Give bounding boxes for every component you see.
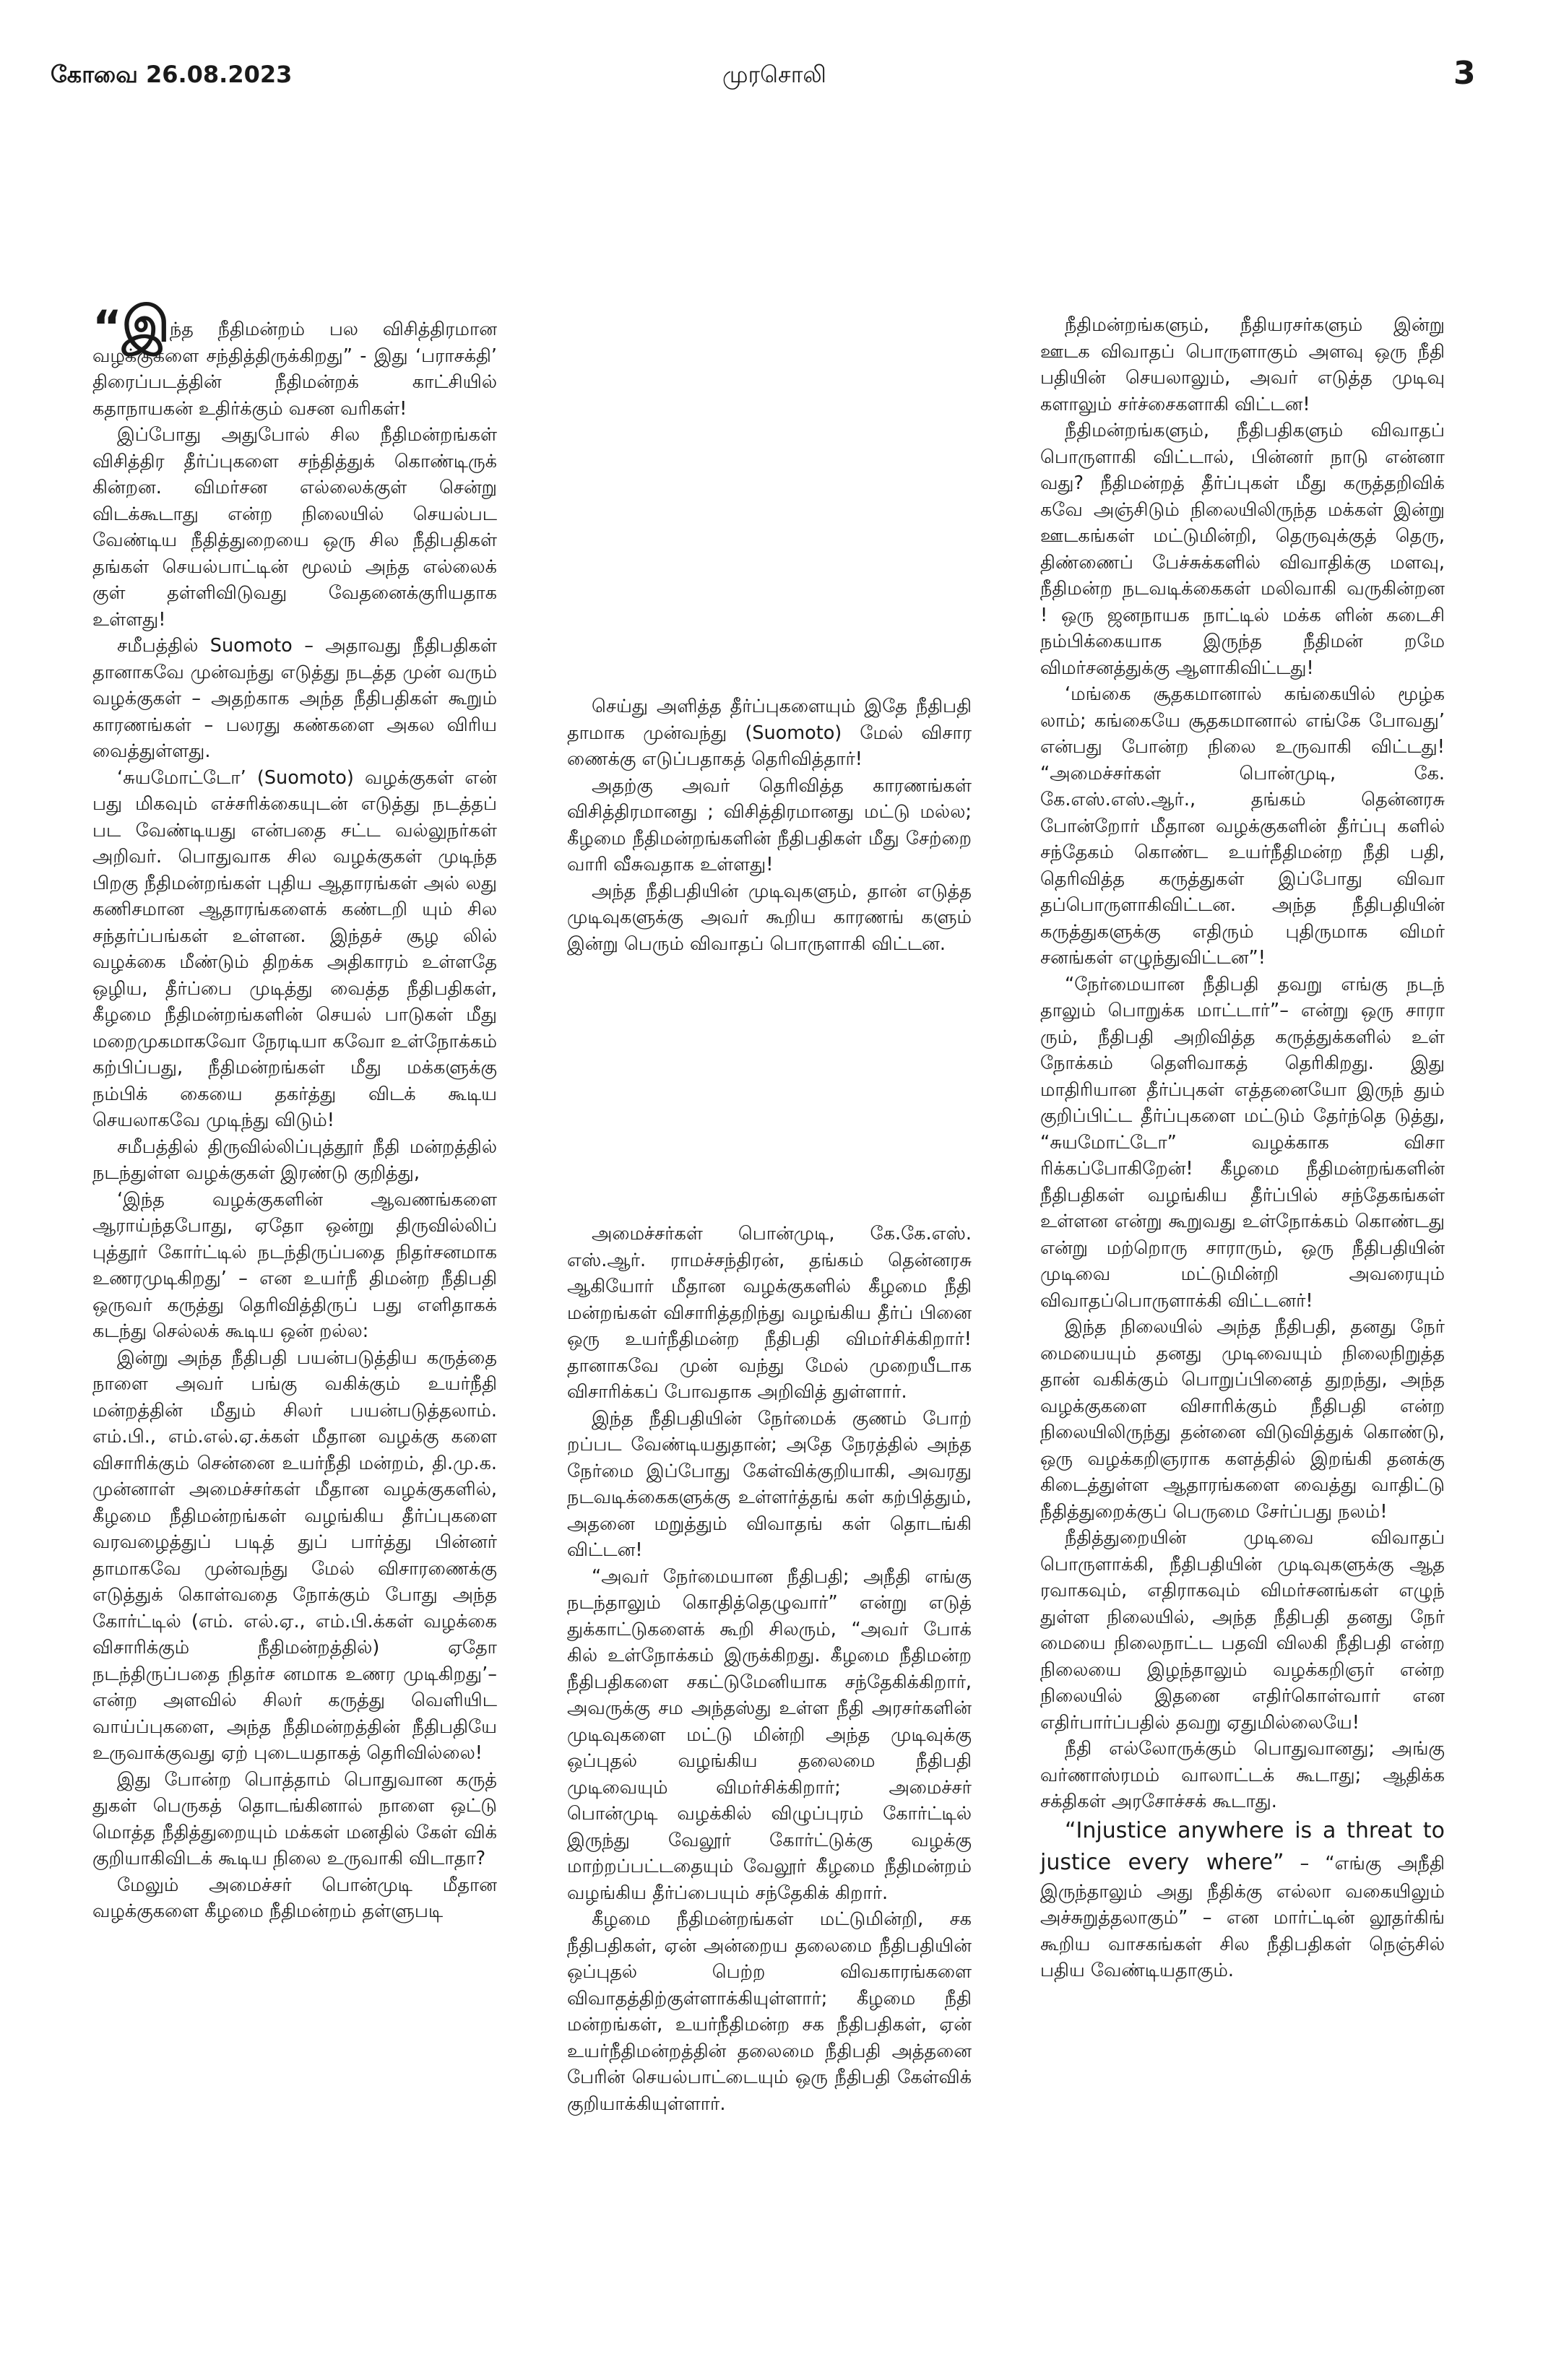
paper-name: முரசொலி <box>722 61 826 88</box>
paragraph: இந்த நீதிபதியின் நேர்மைக் குணம் போற் றப்பட வேண்டியதுதான்; அதே நேரத்தில் அந்த நேர்மை இப்போது கேள்விக்குறியாகி, அவரது நடவடிக்கைகளுக்கு உள்ளர்த்தங் கள் கற்பித்தும், அதனை மறுத்தும் விவாதங் கள் தொடங்கி விட்டன! <box>567 1407 972 1561</box>
paragraph: நீதிமன்றங்களும், நீதியரசர்களும் இன்று ஊடக விவாதப் பொருளாகும் அளவு ஒரு நீதி பதியின் செயலாலும், அவர் எடுத்த முடிவு களாலும் சர்ச்சைகளாகி விட்டன! <box>1040 314 1445 415</box>
closing-paragraph <box>1040 1815 1445 1984</box>
paragraph: சமீபத்தில் Suomoto – அதாவது நீதிபதிகள் தானாகவே முன்வந்து எடுத்து நடத்த முன் வரும் வழக்குகள் – அதற்காக அந்த நீதிபதிகள் கூறும் காரணங்கள் – பலரது கண்களை அகல விரிய வைத்துள்ளது. <box>92 635 497 762</box>
article-column-3 <box>1040 312 1445 1984</box>
drop-cap: இ <box>121 296 170 353</box>
paragraph: அந்த நீதிபதியின் முடிவுகளும், தான் எடுத்த முடிவுகளுக்கு அவர் கூறிய காரணங் களும் இன்று பெரும் விவாதப் பொருளாகி விட்டன. <box>567 880 972 955</box>
paragraph: “நேர்மையான நீதிபதி தவறு எங்கு நடந் தாலும் பொறுக்க மாட்டார்”– என்று ஒரு சாரா ரும், நீதிபதி அறிவித்த கருத்துக்களில் உள் நோக்கம் தெளிவாகத் தெரிகிறது. இது மாதிரியான தீர்ப்புகள் எத்தனையோ இருந் தும் குறிப்பிட்ட தீர்ப்புகளை மட்டும் தேர்ந்தெ டுத்து, “சுயமோட்டோ” வழக்காக விசா ரிக்கப்போகிறேன்! கீழமை நீதிமன்றங்களின் நீதிபதிகள் வழங்கிய தீர்ப்பில் சந்தேகங்கள் உள்ளன என்று கூறுவது உள்நோக்கம் கொண்டது என்று மற்றொரு சாராரும், ஒரு நீதிபதியின் முடிவை மட்டுமின்றி அவரையும் விவாதப்பொருளாக்கி விட்டனர்! <box>1040 973 1445 1312</box>
closing-text: – “எங்கு அநீதி இருந்தாலும் அது நீதிக்கு எல்லா வகையிலும் அச்சுறுத்தலாகும்” – என மார்ட்டின் லூதர்கிங் கூறிய வாசகங்கள் சில நீதிபதிகள் நெஞ்சில் பதிய வேண்டியதாகும். <box>1040 1852 1445 1981</box>
article-column-2-bottom <box>567 1221 972 2117</box>
paragraph: இந்த நிலையில் அந்த நீதிபதி, தனது நேர் மையையும் தனது முடிவையும் நிலைநிறுத்த தான் வகிக்கும் பொறுப்பினைத் துறந்து, அந்த வழக்குகளை விசாரிக்கும் நீதிபதி என்ற நிலையிலிருந்து தன்னை விடுவித்துக் கொண்டு, ஒரு வழக்கறிஞராக களத்தில் இறங்கி தனக்கு கிடைத்துள்ள ஆதாரங்களை வைத்து வாதிட்டு நீதித்துறைக்குப் பெருமை சேர்ப்பது நலம்! <box>1040 1316 1445 1523</box>
paragraph: நீதி எல்லோருக்கும் பொதுவானது; அங்கு வர்ணாஸ்ரமம் வாலாட்டக் கூடாது; ஆதிக்க சக்திகள் அரசோச்சக் கூடாது. <box>1040 1738 1445 1812</box>
masthead <box>0 0 1543 94</box>
paragraph: அமைச்சர்கள் பொன்முடி, கே.கே.எஸ். எஸ்.ஆர். ராமச்சந்திரன், தங்கம் தென்னரசு ஆகியோர் மீதான வழக்குகளில் கீழமை நீதி மன்றங்கள் விசாரித்தறிந்து வழங்கிய தீர்ப் பினை ஒரு உயர்நீதிமன்ற நீதிபதி விமர்சிக்கிறார்! தானாகவே முன் வந்து மேல் முறையீடாக விசாரிக்கப் போவதாக அறிவித் துள்ளார். <box>567 1223 972 1403</box>
paragraph: ‘மங்கை சூதகமானால் கங்கையில் மூழ்க லாம்; கங்கையே சூதகமானால் எங்கே போவது’ என்பது போன்ற நிலை உருவாகி விட்டது! “அமைச்சர்கள் பொன்முடி, கே. கே.எஸ்.எஸ்.ஆர்., தங்கம் தென்னரசு போன்றோர் மீதான வழக்குகளின் தீர்ப்பு களில் சந்தேகம் கொண்ட உயர்நீதிமன்ற நீதி பதி, தெரிவித்த கருத்துகள் இப்போது விவா தப்பொருளாகிவிட்டன. அந்த நீதிபதியின் கருத்துகளுக்கு எதிரும் புதிருமாக விமர் சனங்கள் எழுந்துவிட்டன”! <box>1040 683 1445 969</box>
paragraph: சமீபத்தில் திருவில்லிப்புத்தூர் நீதி மன்றத்தில் நடந்துள்ள வழக்குகள் இரண்டு குறித்து, <box>92 1135 497 1184</box>
paragraph: செய்து அளித்த தீர்ப்புகளையும் இதே நீதிபதி தாமாக முன்வந்து (Suomoto) மேல் விசார ணைக்கு எடுப்பதாகத் தெரிவித்தார்! <box>567 696 972 770</box>
page-number: 3 <box>1453 55 1476 92</box>
article-lead <box>92 296 497 422</box>
article-column-2-top <box>567 693 972 957</box>
lead-text: ந்த நீதிமன்றம் பல விசித்திரமான வழக்குகளை சந்தித்திருக்கிறது” - இது ‘பராசக்தி’ திரைப்படத்தின் நீதிமன்றக் காட்சியில் கதாநாயகன் உதிர்க்கும் வசன வரிகள்! <box>92 319 497 420</box>
paragraph: கீழமை நீதிமன்றங்கள் மட்டுமின்றி, சக நீதிபதிகள், ஏன் அன்றைய தலைமை நீதிபதியின் ஒப்புதல் பெற்ற விவகாரங்களை விவாதத்திற்குள்ளாக்கியுள்ளார்; கீழமை நீதி மன்றங்கள், உயர்நீதிமன்ற சக நீதிபதிகள், ஏன் உயர்நீதிமன்றத்தின் தலைமை நீதிபதி அத்தனை பேரின் செயல்பாட்டையும் ஒரு நீதிபதி கேள்விக் குறியாக்கியுள்ளார். <box>567 1908 972 2115</box>
paragraph: இப்போது அதுபோல் சில நீதிமன்றங்கள் விசித்திர தீர்ப்புகளை சந்தித்துக் கொண்டிருக் கின்றன. விமர்சன எல்லைக்குள் சென்று விடக்கூடாது என்ற நிலையில் செயல்பட வேண்டிய நீதித்துறையை ஒரு சில நீதிபதிகள் தங்கள் செயல்பாட்டின் மூலம் அந்த எல்லைக் குள் தள்ளிவிடுவது வேதனைக்குரியதாக உள்ளது! <box>92 424 497 631</box>
paragraph: இது போன்ற பொத்தாம் பொதுவான கருத் துகள் பெருகத் தொடங்கினால் நாளை ஒட்டு மொத்த நீதித்துறையும் மக்கள் மனதில் கேள் விக் குறியாகிவிடக் கூடிய நிலை உருவாகி விடாதா? <box>92 1768 497 1869</box>
edition-date: கோவை 26.08.2023 <box>51 61 293 88</box>
paragraph: மேலும் அமைச்சர் பொன்முடி மீதான வழக்குகளை கீழமை நீதிமன்றம் தள்ளுபடி <box>92 1874 497 1922</box>
paragraph: அதற்கு அவர் தெரிவித்த காரணங்கள் விசித்திரமானது ; விசித்திரமானது மட்டு மல்ல; கீழமை நீதிமன்றங்களின் நீதிபதிகள் மீது சேற்றை வாரி வீசுவதாக உள்ளது! <box>567 774 972 875</box>
paragraph: ‘சுயமோட்டோ’ (Suomoto) வழக்குகள் என் பது மிகவும் எச்சரிக்கையுடன் எடுத்து நடத்தப் பட வேண்டியது என்பதை சட்ட வல்லுநர்கள் அறிவர். பொதுவாக சில வழக்குகள் முடிந்த பிறகு நீதிமன்றங்கள் புதிய ஆதாரங்கள் அல் லது கணிசமான ஆதாரங்களைக் கண்டறி யும் சில சந்தர்ப்பங்கள் உள்ளன. இந்தச் சூழ லில் வழக்கை மீண்டும் திறக்க அதிகாரம் உள்ளதே ஒழிய, தீர்ப்பை முடித்து வைத்த நீதிபதிகள், கீழமை நீதிமன்றங்களின் செயல் பாடுகள் மீது மறைமுகமாகவோ நேரடியா கவோ உள்நோக்கம் கற்பிப்பது, நீதிமன்றங்கள் மீது மக்களுக்கு நம்பிக் கையை தகர்த்து விடக் கூடிய செயலாகவே முடிந்து விடும்! <box>92 766 497 1131</box>
article-column-1 <box>92 296 497 1925</box>
paragraph: நீதிமன்றங்களும், நீதிபதிகளும் விவாதப் பொருளாகி விட்டால், பின்னர் நாடு என்னா வது? நீதிமன்றத் தீர்ப்புகள் மீது கருத்தறிவிக் கவே அஞ்சிடும் நிலையிலிருந்த மக்கள் இன்று ஊடகங்கள் மட்டுமின்றி, தெருவுக்குத் தெரு, திண்ணைப் பேச்சுக்களில் விவாதிக்கு மளவு, நீதிமன்ற நடவடிக்கைகள் மலிவாகி வருகின்றன ! ஒரு ஜனநாயக நாட்டில் மக்க ளின் கடைசி நம்பிக்கையாக இருந்த நீதிமன் றமே விமர்சனத்துக்கு ஆளாகிவிட்டது! <box>1040 420 1445 679</box>
paragraph: “அவர் நேர்மையான நீதிபதி; அநீதி எங்கு நடந்தாலும் கொதித்தெழுவார்” என்று எடுத் துக்காட்டுகளைக் கூறி சிலரும், “அவர் போக் கில் உள்நோக்கம் இருக்கிறது. கீழமை நீதிமன்ற நீதிபதிகளை சகட்டுமேனியாக சந்தேகிக்கிறார், அவருக்கு சம அந்தஸ்து உள்ள நீதி அரசர்களின் முடிவுகளை மட்டு மின்றி அந்த முடிவுக்கு ஒப்புதல் வழங்கிய தலைமை நீதிபதி முடிவையும் விமர்சிக்கிறார்; அமைச்சர் பொன்முடி வழக்கில் விழுப்புரம் கோர்ட்டில் இருந்து வேலூர் கோர்ட்டுக்கு வழக்கு மாற்றப்பட்டதையும் வேலூர் கீழமை நீதிமன்றம் வழங்கிய தீர்ப்பையும் சந்தேகிக் கிறார். <box>567 1565 972 1904</box>
paragraph: நீதித்துறையின் முடிவை விவாதப் பொருளாக்கி, நீதிபதியின் முடிவுகளுக்கு ஆத ரவாகவும், எதிராகவும் விமர்சனங்கள் எழுந் துள்ள நிலையில், அந்த நீதிபதி தனது நேர் மையை நிலைநாட்ட பதவி விலகி நீதிபதி என்ற நிலையை இழந்தாலும் வழக்கறிஞர் என்ற நிலையில் இதனை எதிர்கொள்வார் என எதிர்பார்ப்பதில் தவறு ஏதுமில்லையே! <box>1040 1527 1445 1734</box>
english-quote: “Injustice anywhere is a threat to justice every where” <box>1040 1817 1445 1875</box>
paragraph: இன்று அந்த நீதிபதி பயன்படுத்திய கருத்தை நாளை அவர் பங்கு வகிக்கும் உயர்நீதி மன்றத்தின் மீதும் சிலர் பயன்படுத்தலாம். எம்.பி., எம்.எல்.ஏ.க்கள் மீதான வழக்கு களை விசாரிக்கும் சென்னை உயர்நீதி மன்றம், தி.மு.க. முன்னாள் அமைச்சர்கள் மீதான வழக்குகளில், கீழமை நீதிமன்றங்கள் வழங்கிய தீர்ப்புகளை வரவழைத்துப் படித் துப் பார்த்து பின்னர் தாமாகவே முன்வந்து மேல் விசாரணைக்கு எடுத்துக் கொள்வதை நோக்கும் போது அந்த கோர்ட்டில் (எம். எல்.ஏ., எம்.பி.க்கள் வழக்கை விசாரிக்கும் நீதிமன்றத்தில்) ஏதோ நடந்திருப்பதை நிதர்ச னமாக உணர முடிகிறது’– என்ற அளவில் சிலர் கருத்து வெளியிட வாய்ப்புகளை, அந்த நீதிமன்றத்தின் நீதிபதியே உருவாக்குவது ஏற் புடையதாகத் தெரிவில்லை! <box>92 1346 497 1764</box>
paragraph: ‘இந்த வழக்குகளின் ஆவணங்களை ஆராய்ந்தபோது, ஏதோ ஒன்று திருவில்லிப் புத்தூர் கோர்ட்டில் நடந்திருப்பதை நிதர்சனமாக உணரமுடிகிறது’ – என உயர்நீ திமன்ற நீதிபதி ஒருவர் கருத்து தெரிவித்திருப் பது எளிதாகக் கடந்து செல்லக் கூடிய ஒன் றல்ல: <box>92 1188 497 1342</box>
opening-quote-mark: “ <box>92 300 122 353</box>
